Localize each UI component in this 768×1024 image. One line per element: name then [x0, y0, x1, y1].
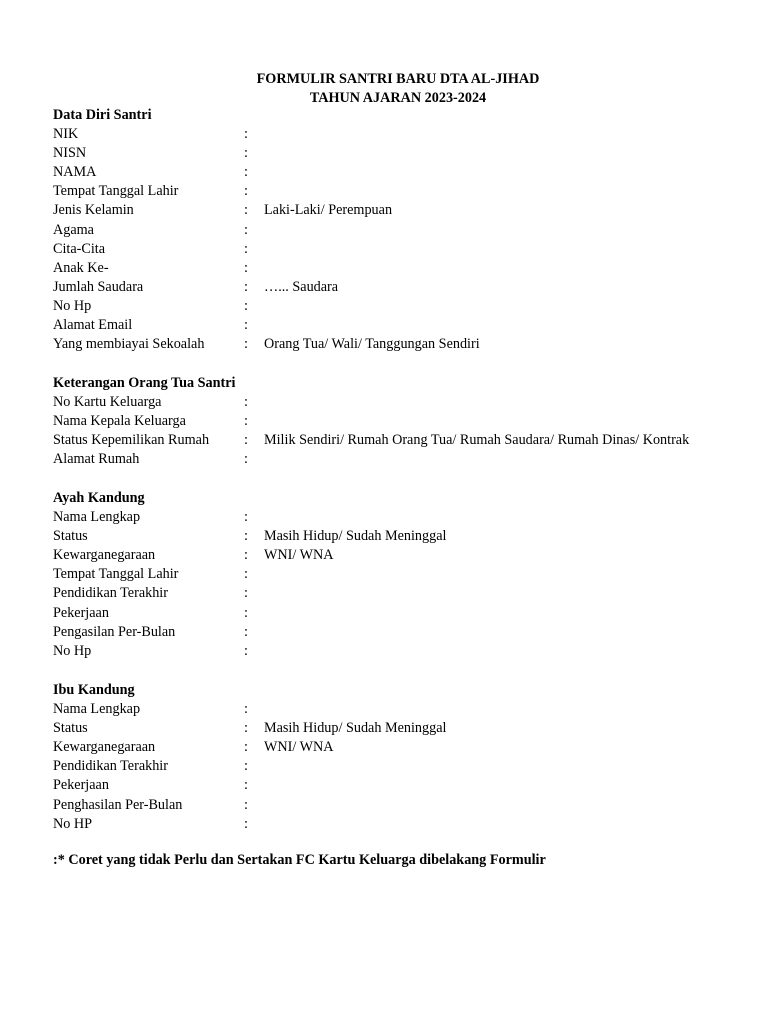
field-label: Status	[53, 528, 88, 545]
form-row-status	[53, 527, 753, 546]
form-row-jenis-kelamin	[53, 201, 753, 220]
field-label: Kewarganegaraan	[53, 739, 156, 756]
field-separator: :	[244, 739, 248, 756]
field-value: Masih Hidup/ Sudah Meninggal	[264, 528, 447, 545]
form-subtitle: TAHUN AJARAN 2023-2024	[309, 90, 487, 106]
form-row-yang-membiayai	[53, 335, 753, 354]
field-label: Penghasilan Per-Bulan	[53, 796, 183, 813]
form-row-nama-lengkap	[53, 700, 753, 719]
field-label: Pekerjaan	[53, 777, 109, 794]
field-label: Anak Ke-	[53, 259, 109, 276]
field-separator: :	[244, 528, 248, 545]
field-label: Tempat Tanggal Lahir	[53, 566, 179, 583]
field-separator: :	[244, 394, 248, 411]
field-label: Alamat Rumah	[53, 451, 140, 468]
form-row-tempat-tanggal-lahir	[53, 182, 753, 201]
field-separator: :	[244, 777, 248, 794]
field-label: Tempat Tanggal Lahir	[53, 183, 179, 200]
field-separator: :	[244, 642, 248, 659]
field-label: No Hp	[53, 297, 92, 314]
field-separator: :	[244, 796, 248, 813]
field-separator: :	[244, 758, 248, 775]
field-separator: :	[244, 164, 248, 181]
section-ayah-kandung	[53, 489, 753, 661]
form-row-kewarganegaraan	[53, 738, 753, 757]
field-separator: :	[244, 604, 248, 621]
field-value: WNI/ WNA	[264, 547, 334, 564]
field-label: Pengasilan Per-Bulan	[53, 623, 176, 640]
field-label: No Hp	[53, 642, 92, 659]
field-separator: :	[244, 623, 248, 640]
form-row-pengasilan-per-bulan	[53, 623, 753, 642]
field-label: Jumlah Saudara	[53, 278, 144, 295]
field-separator: :	[244, 701, 248, 718]
field-value: Laki-Laki/ Perempuan	[264, 202, 393, 219]
form-row-no-hp	[53, 815, 753, 834]
field-separator: :	[244, 451, 248, 468]
field-separator: :	[244, 336, 248, 353]
form-row-penghasilan-per-bulan	[53, 796, 753, 815]
form-row-pendidikan-terakhir	[53, 757, 753, 776]
section-heading: Ayah Kandung	[53, 490, 145, 506]
field-separator: :	[244, 566, 248, 583]
field-label: Status Kepemilikan Rumah	[53, 432, 210, 449]
field-label: Pendidikan Terakhir	[53, 585, 168, 602]
field-label: NISN	[53, 145, 87, 162]
form-row-nama-kepala-keluarga	[53, 412, 753, 431]
section-heading: Keterangan Orang Tua Santri	[53, 375, 236, 391]
section-heading: Ibu Kandung	[53, 682, 135, 698]
field-separator: :	[244, 413, 248, 430]
field-value: Orang Tua/ Wali/ Tanggungan Sendiri	[264, 336, 480, 353]
section-heading: Data Diri Santri	[53, 107, 152, 123]
field-value: …... Saudara	[264, 278, 339, 295]
field-label: NIK	[53, 126, 79, 143]
form-row-alamat-email	[53, 316, 753, 335]
field-separator: :	[244, 720, 248, 737]
field-separator: :	[244, 145, 248, 162]
field-label: Nama Kepala Keluarga	[53, 413, 186, 430]
form-row-jumlah-saudara	[53, 278, 753, 297]
field-separator: :	[244, 432, 248, 449]
field-label: Kewarganegaraan	[53, 547, 156, 564]
field-separator: :	[244, 815, 248, 832]
form-row-status-kepemilikan-rumah	[53, 431, 753, 450]
field-separator: :	[244, 259, 248, 276]
form-row-nisn	[53, 144, 753, 163]
form-row-tempat-tanggal-lahir	[53, 565, 753, 584]
form-row-nik	[53, 125, 753, 144]
field-label: Cita-Cita	[53, 240, 106, 257]
form-row-nama-lengkap	[53, 508, 753, 527]
section-data-diri-santri	[53, 106, 753, 354]
field-separator: :	[244, 317, 248, 334]
field-label: Pekerjaan	[53, 604, 109, 621]
field-label: Nama Lengkap	[53, 701, 141, 718]
field-label: NAMA	[53, 164, 97, 181]
field-label: Nama Lengkap	[53, 509, 141, 526]
field-label: Agama	[53, 221, 94, 238]
field-separator: :	[244, 240, 248, 257]
field-label: Alamat Email	[53, 317, 133, 334]
form-row-no-hp	[53, 642, 753, 661]
footnote: :* Coret yang tidak Perlu dan Sertakan FC Kartu Keluarga dibelakang Formulir	[53, 852, 546, 868]
field-separator: :	[244, 202, 248, 219]
form-row-kewarganegaraan	[53, 546, 753, 565]
form-row-pekerjaan	[53, 776, 753, 795]
form-row-pekerjaan	[53, 604, 753, 623]
field-separator: :	[244, 297, 248, 314]
field-value: WNI/ WNA	[264, 739, 334, 756]
field-separator: :	[244, 585, 248, 602]
form-row-pendidikan-terakhir	[53, 584, 753, 603]
field-label: No HP	[53, 815, 93, 832]
field-label: Yang membiayai Sekoalah	[53, 336, 205, 353]
form-row-no-hp	[53, 297, 753, 316]
field-separator: :	[244, 183, 248, 200]
field-label: No Kartu Keluarga	[53, 394, 162, 411]
field-label: Jenis Kelamin	[53, 202, 134, 219]
form-row-status	[53, 719, 753, 738]
field-label: Pendidikan Terakhir	[53, 758, 168, 775]
field-separator: :	[244, 509, 248, 526]
form-row-no-kartu-keluarga	[53, 393, 753, 412]
field-value: Milik Sendiri/ Rumah Orang Tua/ Rumah Saudara/ Rumah Dinas/ Kontrak	[264, 432, 690, 449]
form-row-anak-ke	[53, 259, 753, 278]
form-title: FORMULIR SANTRI BARU DTA AL-JIHAD	[256, 71, 540, 87]
section-keterangan-orang-tua	[53, 374, 753, 469]
field-separator: :	[244, 221, 248, 238]
field-separator: :	[244, 126, 248, 143]
field-separator: :	[244, 278, 248, 295]
field-value: Masih Hidup/ Sudah Meninggal	[264, 720, 447, 737]
form-row-cita-cita	[53, 240, 753, 259]
form-row-nama	[53, 163, 753, 182]
form-row-agama	[53, 221, 753, 240]
field-separator: :	[244, 547, 248, 564]
form-row-alamat-rumah	[53, 450, 753, 469]
section-ibu-kandung	[53, 681, 753, 834]
field-label: Status	[53, 720, 88, 737]
